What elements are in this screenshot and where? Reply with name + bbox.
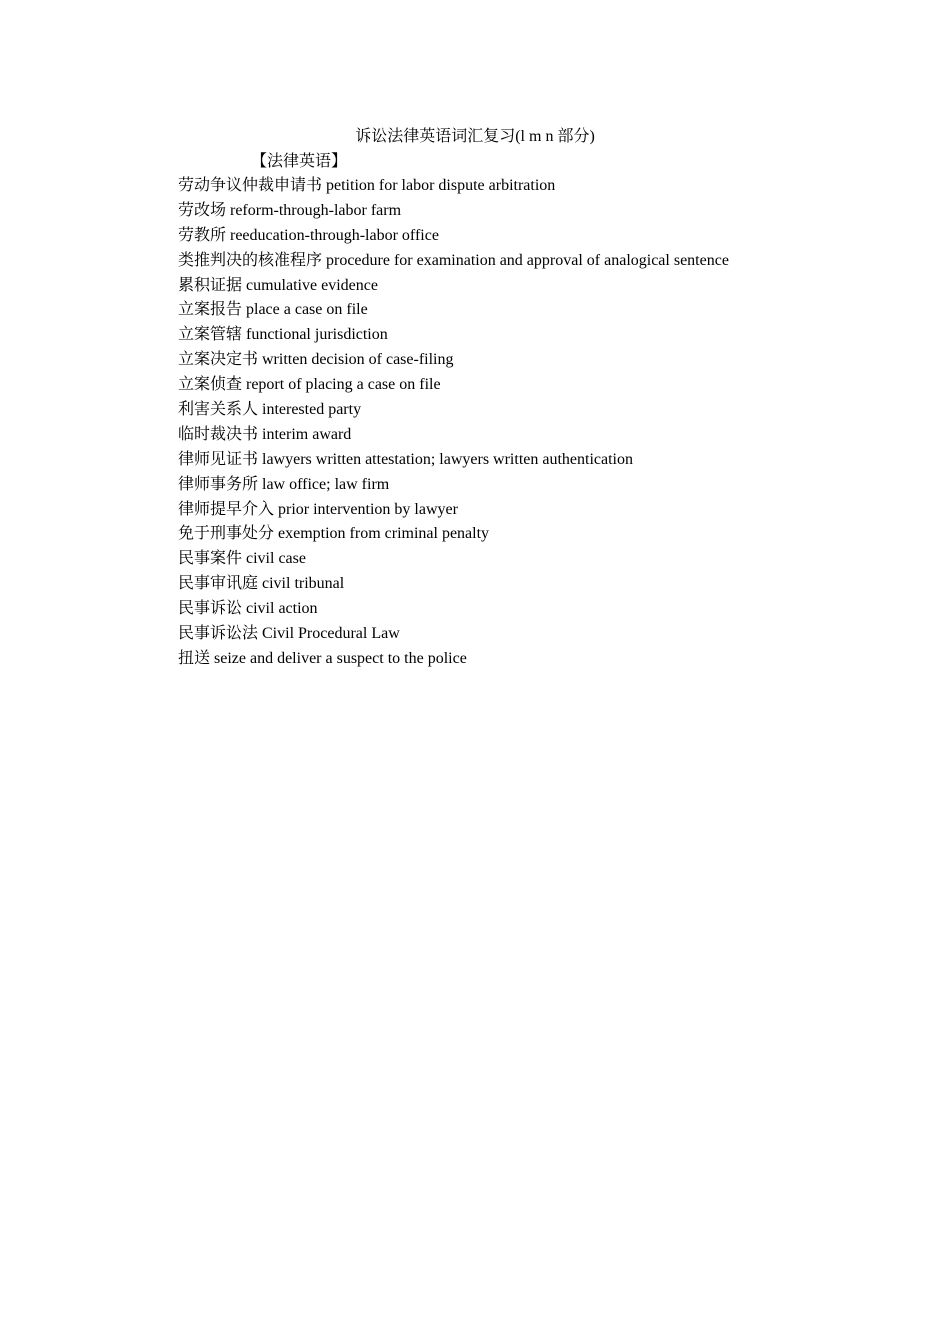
glossary-entry: 立案报告 place a case on file — [178, 301, 368, 319]
glossary-entry: 民事案件 civil case — [178, 550, 306, 568]
glossary-entry: 利害关系人 interested party — [178, 401, 362, 419]
document-subtitle: 【法律英语】 — [251, 153, 348, 170]
glossary-entry: 律师提早介入 prior intervention by lawyer — [178, 500, 458, 518]
glossary-entry: 民事审讯庭 civil tribunal — [178, 575, 345, 593]
glossary-entry: 立案管辖 functional jurisdiction — [178, 326, 388, 344]
glossary-entry: 扭送 seize and deliver a suspect to the police — [178, 649, 467, 667]
glossary-list — [178, 174, 729, 672]
glossary-entry: 律师见证书 lawyers written attestation; lawyers written authentication — [178, 450, 633, 468]
document-title: 诉讼法律英语词汇复习(l m n 部分) — [355, 128, 595, 145]
glossary-entry: 立案决定书 written decision of case-filing — [178, 351, 454, 369]
glossary-entry: 累积证据 cumulative evidence — [178, 276, 378, 294]
glossary-entry: 免于刑事处分 exemption from criminal penalty — [178, 525, 490, 543]
glossary-entry: 劳动争议仲裁申请书 petition for labor dispute arbitration — [178, 177, 556, 194]
glossary-entry: 劳教所 reeducation-through-labor office — [178, 226, 439, 244]
glossary-entry: 民事诉讼 civil action — [178, 600, 318, 618]
glossary-entry: 律师事务所 law office; law firm — [178, 475, 390, 493]
glossary-entry: 临时裁决书 interim award — [178, 425, 352, 443]
glossary-entry: 劳改场 reform-through-labor farm — [178, 201, 402, 219]
glossary-entry: 立案侦查 report of placing a case on file — [178, 376, 441, 394]
glossary-entry: 民事诉讼法 Civil Procedural Law — [178, 625, 400, 643]
glossary-entry: 类推判决的核准程序 procedure for examination and approval of analogical sentence — [178, 251, 729, 269]
